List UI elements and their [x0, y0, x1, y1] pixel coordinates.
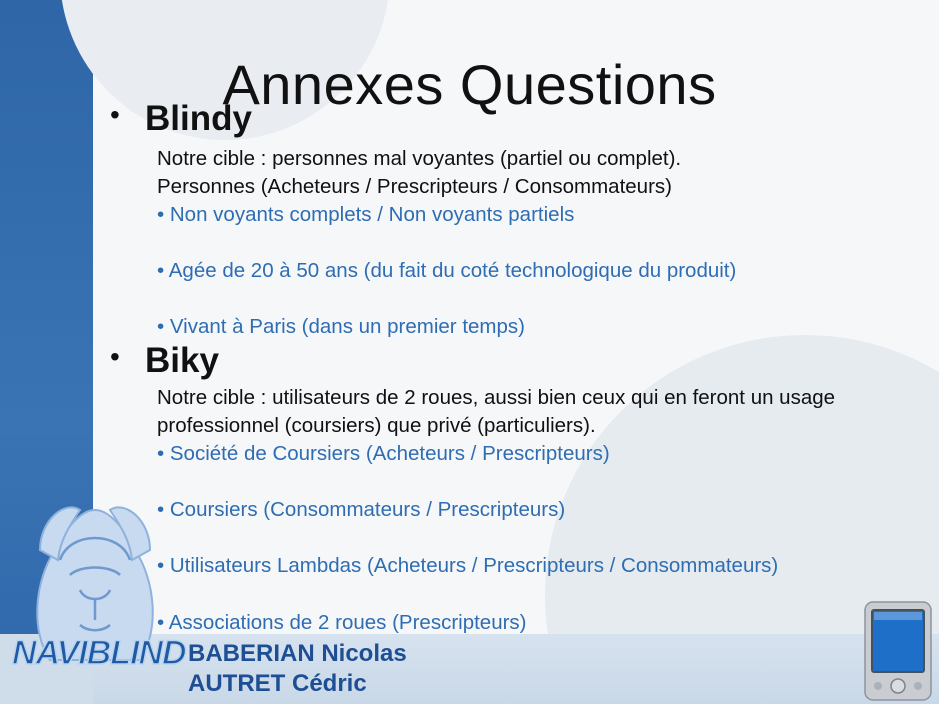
bullet-icon: • [110, 99, 120, 130]
section-heading-label: Blindy [145, 99, 252, 138]
blindy-line-2: Personnes (Acheteurs / Prescripteurs / Consommateurs) [157, 175, 672, 198]
blindy-bullet-3: • Vivant à Paris (dans un premier temps) [157, 315, 525, 338]
pda-device-icon [862, 600, 934, 702]
slide-title: Annexes Questions [222, 53, 717, 116]
section-heading-blindy [110, 99, 252, 139]
biky-bullet-2: • Coursiers (Consommateurs / Prescripteurs) [157, 498, 566, 521]
biky-bullet-3: • Utilisateurs Lambdas (Acheteurs / Prescripteurs / Consommateurs) [157, 554, 779, 577]
author-2: AUTRET Cédric [188, 670, 367, 697]
bullet-icon: • [110, 341, 120, 372]
biky-bullet-4: • Associations de 2 roues (Prescripteurs) [157, 611, 527, 634]
author-1: BABERIAN Nicolas [188, 640, 407, 667]
section-heading-label: Biky [145, 341, 219, 380]
brand-logo-text: NAVIBLIND [12, 634, 186, 672]
blindy-line-1: Notre cible : personnes mal voyantes (partiel ou complet). [157, 147, 682, 170]
section-heading-biky [110, 341, 219, 381]
biky-line-2: professionnel (coursiers) que privé (particuliers). [157, 414, 596, 437]
blindy-bullet-1: • Non voyants complets / Non voyants partiels [157, 203, 575, 226]
biky-line-1: Notre cible : utilisateurs de 2 roues, aussi bien ceux qui en feront un usage [157, 386, 836, 409]
blindy-bullet-2: • Agée de 20 à 50 ans (du fait du coté technologique du produit) [157, 259, 737, 282]
biky-bullet-1: • Société de Coursiers (Acheteurs / Prescripteurs) [157, 442, 610, 465]
